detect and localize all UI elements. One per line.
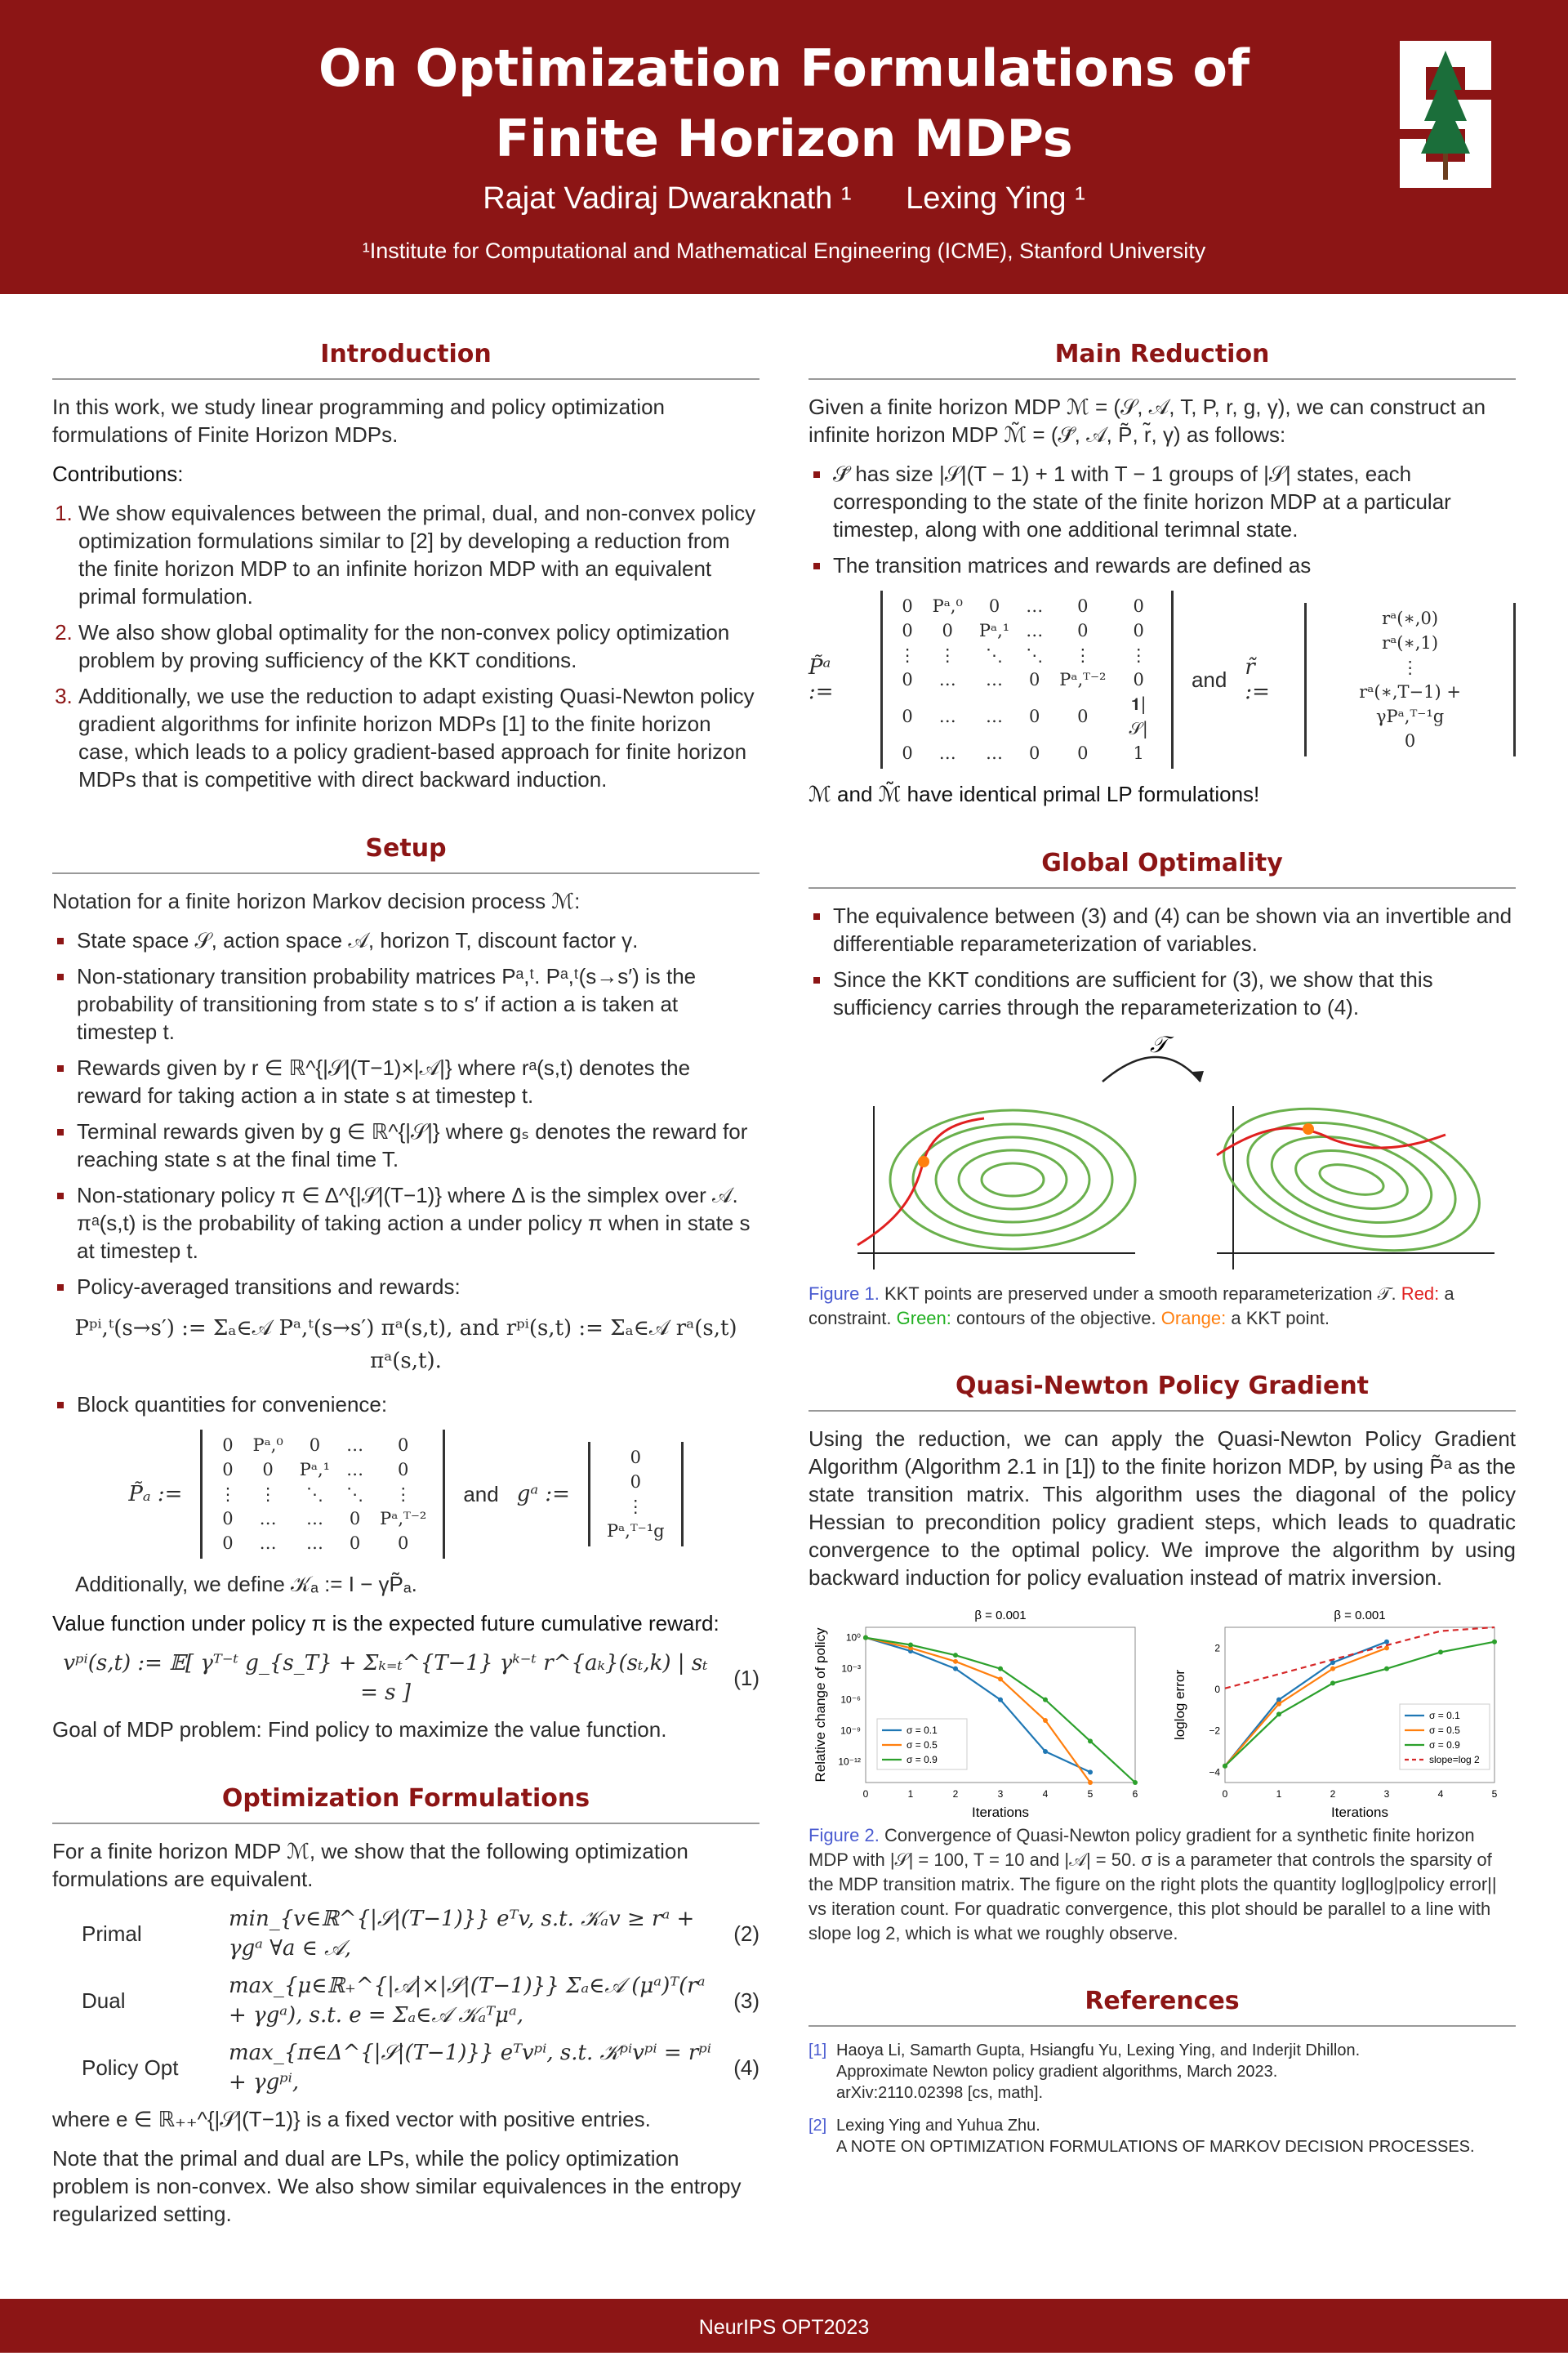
- matrix-entry: ⋮: [394, 1484, 412, 1504]
- matrix-entry: 0: [988, 596, 1000, 616]
- matrix-entry: Pᵃ,ᵀ⁻²: [1059, 670, 1107, 689]
- data-point: [1043, 1749, 1048, 1754]
- matrix-entry: ⋮: [938, 645, 956, 665]
- y-tick-label: −4: [1209, 1766, 1220, 1778]
- contributions-list: [52, 499, 760, 793]
- data-point: [1492, 1640, 1497, 1644]
- legend-label: σ = 0.1: [1429, 1710, 1460, 1721]
- and-label: and: [1191, 667, 1227, 692]
- y-tick-label: 10⁻⁶: [840, 1693, 861, 1706]
- kappa-definition: Additionally, we define 𝒦ₐ := I − γP̃ₐ.: [75, 1572, 417, 1596]
- matrix-entry: …: [938, 707, 956, 726]
- matrix-entry: 0: [309, 1435, 321, 1455]
- author-list: [0, 181, 1568, 216]
- r-tilde-vector: [1304, 603, 1516, 756]
- data-point: [1384, 1640, 1389, 1644]
- matrix-entry: 0: [398, 1533, 409, 1553]
- matrix-entry: …: [346, 1460, 364, 1479]
- x-tick-label: 2: [1330, 1788, 1336, 1800]
- reference-item: [808, 2115, 1516, 2157]
- data-point: [1088, 1769, 1093, 1774]
- contributions-label: Contributions:: [52, 462, 184, 486]
- series-line: [1225, 1642, 1387, 1766]
- author-2: Lexing Ying ¹: [906, 181, 1085, 216]
- setup-item: Terminal rewards given by g ∈ ℝ^{|𝒮|} where gₛ denotes the reward for reaching state s at the final time T.: [77, 1118, 760, 1173]
- setup-intro: Notation for a finite horizon Markov decision process ℳ:: [52, 889, 581, 913]
- matrix-entry: 𝟏|𝒮|: [1129, 694, 1148, 738]
- setup-list: [52, 926, 760, 1301]
- primal-equation: min_{v∈ℝ^{|𝒮|(T−1)}} eᵀv, s.t. 𝒦ₐv ≥ rᵃ + γgᵃ ∀a ∈ 𝒜,: [229, 1907, 695, 1961]
- loglog-error-chart: [1168, 1603, 1511, 1823]
- objective-contours: [890, 1110, 1135, 1249]
- reference-line: Approximate Newton policy gradient algorithms, March 2023.: [836, 2063, 1278, 2081]
- matrix-entry: 1: [1133, 743, 1144, 763]
- matrix-entry: 0: [222, 1460, 234, 1479]
- reference-line: Lexing Ying and Yuhua Zhu.: [836, 2117, 1040, 2135]
- dual-label: Dual: [82, 1988, 126, 2013]
- matrix-entry: 0: [222, 1533, 234, 1553]
- figure-2-caption: Figure 2. Convergence of Quasi-Newton policy gradient for a synthetic finite horizon MDP with |𝒮| = 100, T = 10 and |𝒜| = 50. σ is a parameter that controls the sparsity of the MDP transition matrix. The figure on the right plots the quantity log|log|policy error|| vs iteration count. For quadratic convergence, this plot should be parallel to a line with slope log 2, which is what we roughly observe.: [808, 1825, 1497, 1943]
- data-point: [953, 1659, 958, 1664]
- matrix-entry: ⋱: [1026, 645, 1044, 665]
- setup-item: Non-stationary policy π ∈ Δ^{|𝒮|(T−1)} where Δ is the simplex over 𝒜. πᵃ(s,t) is the probability of taking action a under policy π when in state s at timestep t.: [77, 1181, 760, 1265]
- matrix-entry: 0: [222, 1509, 234, 1528]
- setup-item: State space 𝒮, action space 𝒜, horizon T, discount factor γ.: [77, 926, 760, 954]
- kkt-point: [1303, 1123, 1314, 1135]
- title-line-2: Finite Horizon MDPs: [495, 109, 1073, 168]
- reduction-matrices: [808, 591, 1516, 769]
- mdp-goal: Goal of MDP problem: Find policy to maximize the value function.: [52, 1717, 667, 1742]
- matrix-entry: 0: [349, 1509, 361, 1528]
- setup-item: Non-stationary transition probability matrices Pᵃ,ᵗ. Pᵃ,ᵗ(s→s′) is the probability of transitioning from state s to s′ if action a is taken at timestep t.: [77, 962, 760, 1046]
- matrix-entry: ⋮: [626, 1497, 644, 1516]
- x-tick-label: 5: [1491, 1788, 1498, 1800]
- reduction-item: 𝒮̃ has size |𝒮|(T − 1) + 1 with T − 1 groups of |𝒮| states, each corresponding to the state of the finite horizon MDP at a particular timestep, along with one additional terimnal state.: [833, 460, 1516, 543]
- y-tick-label: 10⁻⁹: [840, 1725, 861, 1737]
- legend-label: σ = 0.9: [1429, 1739, 1460, 1751]
- p-tilde-lhs: P̃ᵃ :=: [808, 655, 834, 704]
- reference-line: arXiv:2110.02398 [cs, math].: [836, 2084, 1044, 2102]
- matrix-entry: ⋱: [346, 1484, 364, 1504]
- matrix-entry: ⋮: [219, 1484, 237, 1504]
- legend-label: σ = 0.5: [1429, 1725, 1460, 1736]
- data-point: [1223, 1764, 1227, 1769]
- data-point: [1330, 1680, 1335, 1685]
- data-point: [953, 1667, 958, 1671]
- setup-item: Rewards given by r ∈ ℝ^{|𝒮|(T−1)×|𝒜|} where rᵃ(s,t) denotes the reward for taking action a in state s at timestep t.: [77, 1054, 760, 1109]
- matrix-entry: Pᵃ,ᵀ⁻¹g: [606, 1521, 665, 1541]
- data-point: [1043, 1698, 1048, 1702]
- kkt-point: [918, 1156, 929, 1167]
- matrix-entry: 0: [222, 1435, 234, 1455]
- policy-opt-equation: max_{π∈Δ^{|𝒮|(T−1)}} eᵀvᵖⁱ, s.t. 𝒦ᵖⁱvᵖⁱ = rᵖⁱ + γgᵖⁱ,: [229, 2041, 711, 2095]
- poster-header: [0, 0, 1568, 294]
- matrix-entry: ⋮: [898, 645, 916, 665]
- relative-change-chart: [808, 1603, 1152, 1823]
- block-and: and: [463, 1481, 499, 1506]
- reduction-item: The transition matrices and rewards are defined as: [833, 551, 1516, 579]
- x-tick-label: 3: [1383, 1788, 1390, 1800]
- main-reduction-intro: Given a finite horizon MDP ℳ = (𝒮, 𝒜, T, P, r, g, γ), we can construct an infinite horizon MDP ℳ̃ = (𝒮̃, 𝒜, P̃, r̃, γ) as follows:: [808, 395, 1486, 447]
- matrix-entry: ⋮: [1129, 645, 1147, 665]
- matrix-entry: 0: [1404, 731, 1416, 751]
- matrix-entry: rᵃ(∗,1): [1382, 633, 1439, 653]
- y-axis-label: Relative change of policy: [813, 1627, 828, 1783]
- reduction-conclusion: ℳ and ℳ̃ have identical primal LP formulations!: [808, 782, 1260, 806]
- eq-number: (3): [733, 1988, 760, 2013]
- r-tilde-lhs: r̃ :=: [1245, 655, 1270, 704]
- convergence-charts: [808, 1603, 1516, 1823]
- y-tick-label: 0: [1214, 1684, 1220, 1695]
- intro-paragraph: In this work, we study linear programming and policy optimization formulations of Finite Horizon MDPs.: [52, 395, 666, 447]
- block-g-lhs: gᵃ :=: [516, 1482, 570, 1506]
- reference-number: [2]: [808, 2117, 827, 2135]
- data-point: [1276, 1702, 1281, 1707]
- data-point: [998, 1667, 1003, 1671]
- matrix-entry: 0: [902, 596, 913, 616]
- matrix-entry: 0: [1029, 707, 1040, 726]
- matrix-entry: 0: [1029, 670, 1040, 689]
- y-tick-label: 10⁻³: [841, 1662, 861, 1675]
- where-clause: where e ∈ ℝ₊₊^{|𝒮|(T−1)} is a fixed vector with positive entries.: [52, 2107, 651, 2131]
- reference-line: A NOTE ON OPTIMIZATION FORMULATIONS OF MARKOV DECISION PROCESSES.: [836, 2138, 1475, 2156]
- matrix-entry: 0: [1133, 670, 1144, 689]
- right-panel: [1209, 1085, 1494, 1275]
- primal-label: Primal: [82, 1921, 142, 1946]
- y-axis-label: loglog error: [1172, 1670, 1187, 1740]
- matrix-entry: 0: [1077, 596, 1089, 616]
- matrix-entry: 0: [902, 621, 913, 640]
- title-line-1: On Optimization Formulations of: [318, 38, 1250, 98]
- matrix-entry: …: [1026, 596, 1044, 616]
- dual-row: [52, 1971, 760, 2030]
- matrix-entry: rᵃ(∗,T−1) + γPᵃ,ᵀ⁻¹g: [1359, 682, 1461, 726]
- matrix-entry: …: [986, 743, 1004, 763]
- series-line: [1225, 1648, 1387, 1765]
- y-tick-label: −2: [1209, 1725, 1220, 1737]
- eq-number: (4): [733, 2055, 760, 2080]
- matrix-entry: 0: [349, 1533, 361, 1553]
- chart-title: β = 0.001: [974, 1609, 1027, 1622]
- y-tick-label: 10⁰: [845, 1631, 861, 1644]
- matrix-entry: Pᵃ,ᵀ⁻²: [380, 1509, 427, 1528]
- eq-number: (1): [733, 1666, 760, 1690]
- global-item: Since the KKT conditions are sufficient for (3), we show that this sufficiency carries through the reparameterization to (4).: [833, 966, 1516, 1021]
- contribution-item: 3. Additionally, we use the reduction to adapt existing Quasi-Newton policy gradient algorithms for infinite horizon MDPs [1] to the finite horizon case, which leads to a policy gradient-based approach for finite horizon MDPs that is competitive with direct backward induction.: [78, 682, 760, 793]
- x-tick-label: 2: [952, 1788, 959, 1800]
- x-tick-label: 0: [862, 1788, 869, 1800]
- matrix-entry: ⋮: [259, 1484, 277, 1504]
- matrix-entry: 0: [942, 621, 953, 640]
- x-tick-label: 4: [1042, 1788, 1049, 1800]
- eq-number: (2): [733, 1921, 760, 1946]
- figure-1-caption: Figure 1. KKT points are preserved under a smooth reparameterization 𝒯. Red: a constraint. Green: contours of the objective. Orange: a KKT point.: [808, 1283, 1454, 1328]
- matrix-entry: 0: [262, 1460, 274, 1479]
- x-tick-label: 0: [1222, 1788, 1228, 1800]
- matrix-entry: 0: [630, 1472, 641, 1492]
- matrix-entry: …: [305, 1509, 323, 1528]
- legend-label: σ = 0.9: [906, 1754, 938, 1765]
- data-point: [1330, 1667, 1335, 1671]
- data-point: [1276, 1711, 1281, 1716]
- matrix-entry: 0: [630, 1448, 641, 1467]
- data-point: [863, 1635, 868, 1640]
- main-reduction-list: [808, 460, 1516, 579]
- matrix-entry: Pᵃ,¹: [299, 1460, 331, 1479]
- block-p-lhs: P̃ₐ :=: [128, 1482, 183, 1506]
- matrix-entry: …: [346, 1435, 364, 1455]
- data-point: [953, 1653, 958, 1658]
- matrix-entry: Pᵃ,¹: [978, 621, 1010, 640]
- contribution-item: 1. We show equivalences between the primal, dual, and non-convex policy optimization formulations similar to [2] by developing a reduction from the finite horizon MDP to an infinite horizon MDP with an equivalent primal formulation.: [78, 499, 760, 610]
- matrix-entry: …: [986, 670, 1004, 689]
- policy-opt-label: Policy Opt: [82, 2055, 179, 2080]
- matrix-entry: ⋱: [986, 645, 1004, 665]
- setup-list-2: [52, 1390, 760, 1418]
- data-point: [1043, 1718, 1048, 1723]
- left-panel: [858, 1106, 1135, 1269]
- optform-heading: Optimization Formulations: [52, 1755, 760, 1824]
- y-tick-label: 2: [1214, 1642, 1220, 1654]
- global-item: The equivalence between (3) and (4) can be shown via an invertible and differentiable reparameterization of variables.: [833, 902, 1516, 957]
- matrix-entry: 0: [1029, 743, 1040, 763]
- value-function-equation-row: [52, 1649, 760, 1707]
- matrix-entry: …: [938, 743, 956, 763]
- legend-label: slope=log 2: [1429, 1754, 1480, 1765]
- x-tick-label: 1: [907, 1788, 914, 1800]
- x-tick-label: 4: [1437, 1788, 1444, 1800]
- mapping-label: 𝒯: [1150, 1033, 1168, 1057]
- mapping-arrow: [1102, 1057, 1200, 1082]
- matrix-entry: 0: [1133, 596, 1144, 616]
- references-heading: References: [808, 1957, 1516, 2027]
- references-list: [808, 2040, 1516, 2157]
- policy-averaged-equation: Pᵖⁱ,ᵗ(s→s′) := Σₐ∈𝒜 Pᵃ,ᵗ(s→s′) πᵃ(s,t), and rᵖⁱ(s,t) := Σₐ∈𝒜 rᵃ(s,t) πᵃ(s,t).: [74, 1316, 737, 1373]
- matrix-entry: 0: [902, 743, 913, 763]
- x-tick-label: 1: [1276, 1788, 1282, 1800]
- global-optimality-heading: Global Optimality: [808, 819, 1516, 889]
- reference-number: [1]: [808, 2041, 827, 2059]
- value-function-definition: Value function under policy π is the expected future cumulative reward:: [52, 1611, 719, 1635]
- matrix-entry: ⋱: [305, 1484, 323, 1504]
- data-point: [1384, 1667, 1389, 1671]
- reference-item: [808, 2040, 1516, 2104]
- matrix-entry: …: [938, 670, 956, 689]
- matrix-entry: …: [1026, 621, 1044, 640]
- matrix-entry: 0: [398, 1460, 409, 1479]
- policy-opt-row: [52, 2038, 760, 2097]
- p-tilde-matrix: [880, 591, 1174, 769]
- setup-item: Block quantities for convenience:: [77, 1390, 760, 1418]
- author-1: Rajat Vadiraj Dwaraknath ¹: [483, 181, 852, 216]
- left-column: [52, 310, 760, 2239]
- data-point: [1133, 1780, 1138, 1785]
- stanford-logo-icon: [1393, 33, 1498, 196]
- x-tick-label: 6: [1132, 1788, 1138, 1800]
- block-g-vector: [588, 1442, 684, 1546]
- data-point: [1384, 1645, 1389, 1650]
- matrix-entry: ⋮: [1401, 658, 1419, 677]
- matrix-entry: …: [259, 1509, 277, 1528]
- data-point: [1438, 1649, 1443, 1654]
- setup-item: Policy-averaged transitions and rewards:: [77, 1273, 760, 1301]
- optform-intro: For a finite horizon MDP ℳ, we show that the following optimization formulations are equivalent.: [52, 1839, 688, 1891]
- matrix-entry: 0: [1133, 621, 1144, 640]
- matrix-entry: Pᵃ,⁰: [252, 1435, 283, 1455]
- objective-contours: [1209, 1085, 1494, 1275]
- qn-paragraph: Using the reduction, we can apply the Quasi-Newton Policy Gradient Algorithm (Algorithm 2.1 in [1]) to the finite horizon MDP, by using P̃ᵃ as the state transition matrix. This algorithm uses the diagonal of the policy Hessian to precondition policy gradient steps, which leads to quadratic convergence to the optimal policy. We improve the algorithm by using backward induction for policy evaluation instead of matrix inversion.: [808, 1426, 1516, 1590]
- qn-heading: Quasi-Newton Policy Gradient: [808, 1342, 1516, 1412]
- matrix-entry: 0: [902, 707, 913, 726]
- dual-equation: max_{μ∈ℝ₊^{|𝒜|×|𝒮|(T−1)}} Σₐ∈𝒜 (μᵃ)ᵀ(rᵃ + γgᵃ), s.t. e = Σₐ∈𝒜 𝒦ₐᵀμᵃ,: [229, 1974, 706, 2028]
- matrix-entry: …: [259, 1533, 277, 1553]
- setup-heading: Setup: [52, 805, 760, 874]
- y-tick-label: 10⁻¹²: [838, 1756, 861, 1768]
- reference-line: Haoya Li, Samarth Gupta, Hsiangfu Yu, Lexing Ying, and Inderjit Dhillon.: [836, 2041, 1361, 2059]
- block-matrices: [52, 1430, 760, 1559]
- data-point: [1088, 1780, 1093, 1785]
- reparameterization-diagram: [808, 1033, 1516, 1278]
- contribution-item: 2. We also show global optimality for the non-convex policy optimization problem by proving sufficiency of the KKT conditions.: [78, 618, 760, 674]
- chart-title: β = 0.001: [1334, 1609, 1386, 1622]
- data-point: [998, 1698, 1003, 1702]
- global-optimality-list: [808, 902, 1516, 1021]
- matrix-entry: 0: [398, 1435, 409, 1455]
- matrix-entry: 0: [1077, 621, 1089, 640]
- data-point: [998, 1676, 1003, 1681]
- matrix-entry: rᵃ(∗,0): [1382, 609, 1439, 628]
- matrix-entry: 0: [1077, 743, 1089, 763]
- poster-footer: NeurIPS OPT2023: [0, 2299, 1568, 2353]
- primal-row: [52, 1904, 760, 1963]
- x-axis-label: Iterations: [1331, 1805, 1388, 1820]
- x-axis-label: Iterations: [972, 1805, 1029, 1820]
- matrix-entry: ⋮: [1074, 645, 1092, 665]
- matrix-entry: …: [305, 1533, 323, 1553]
- value-function-equation: vᵖⁱ(s,t) := 𝔼[ γᵀ⁻ᵗ g_{s_T} + Σₖ₌ₜ^{T−1} γᵏ⁻ᵗ r^{aₖ}(sₜ,k) | sₜ = s ]: [63, 1651, 708, 1705]
- matrix-entry: 0: [902, 670, 913, 689]
- intro-heading: Introduction: [52, 310, 760, 380]
- main-reduction-heading: Main Reduction: [808, 310, 1516, 380]
- optform-note: Note that the primal and dual are LPs, while the policy optimization problem is non-convex. We also show similar equivalences in the entropy regularized setting.: [52, 2146, 742, 2226]
- data-point: [1088, 1738, 1093, 1743]
- matrix-entry: …: [986, 707, 1004, 726]
- legend-label: σ = 0.1: [906, 1725, 938, 1736]
- x-tick-label: 3: [997, 1788, 1004, 1800]
- matrix-entry: Pᵃ,⁰: [932, 596, 963, 616]
- x-tick-label: 5: [1087, 1788, 1094, 1800]
- block-p-matrix: [200, 1430, 445, 1559]
- data-point: [908, 1643, 913, 1648]
- matrix-entry: 0: [1077, 707, 1089, 726]
- right-column: [808, 310, 1516, 2169]
- affiliation: ¹Institute for Computational and Mathematical Engineering (ICME), Stanford University: [362, 239, 1206, 263]
- legend-label: σ = 0.5: [906, 1739, 938, 1751]
